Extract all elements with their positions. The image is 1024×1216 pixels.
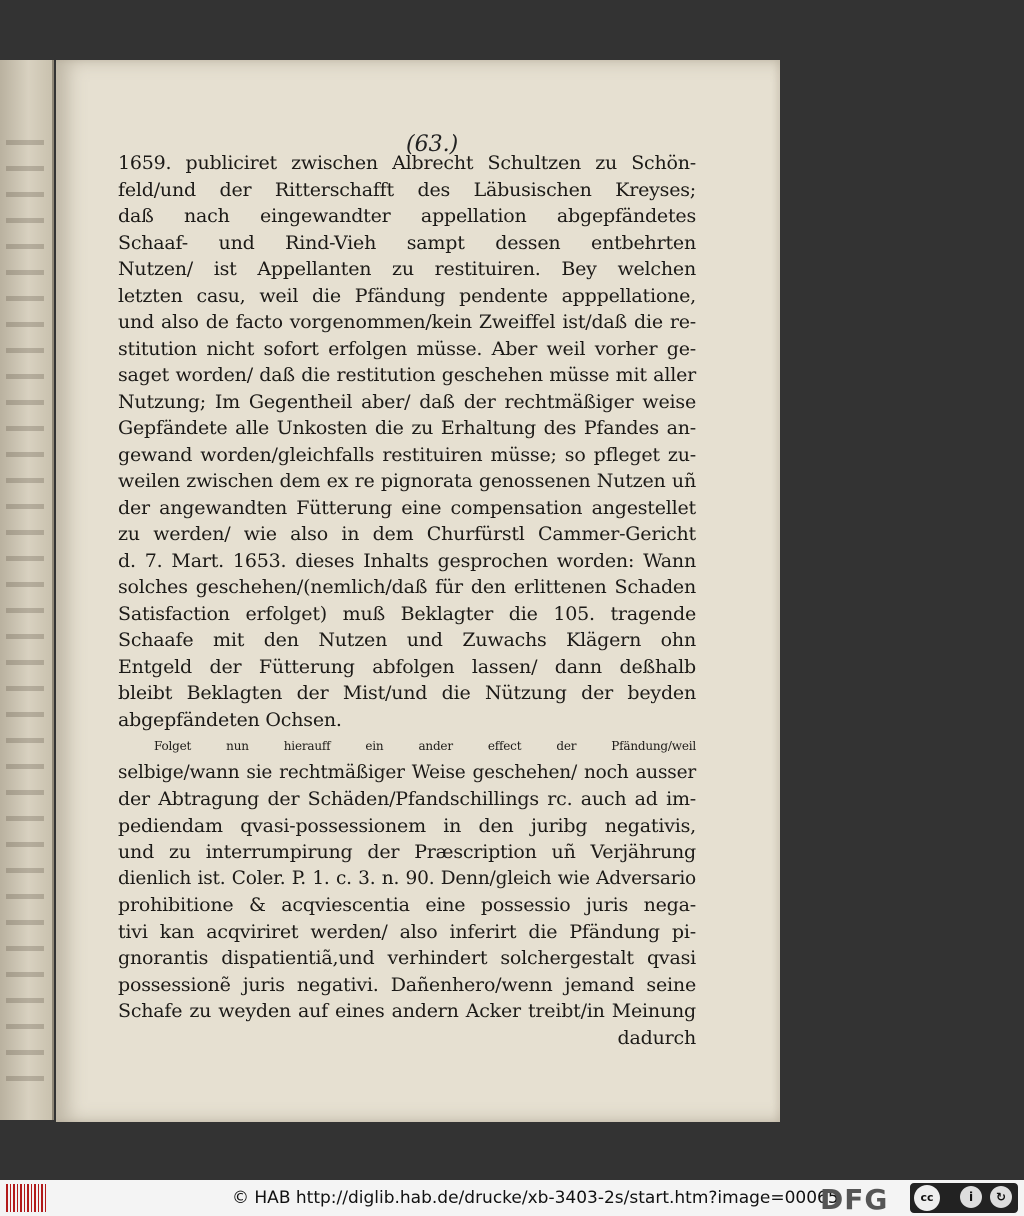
page-number: (63.): [406, 132, 459, 157]
text-line: weilen zwischen dem ex re pignorata genossenen Nutzen uñ: [118, 470, 696, 492]
text-line: gewand worden/gleichfalls restituiren müsse; so pfleget zu-: [118, 443, 696, 466]
text-line: gnorantis dispatientiã,und verhindert solchergestalt qvasi: [118, 947, 696, 969]
text-line: Schaaf- und Rind-Vieh sampt dessen entbehrten: [118, 231, 696, 254]
text-line: Folget nun hierauff ein ander effect der Pfändung/weil: [154, 739, 696, 753]
book-page: [56, 60, 780, 1122]
text-line: daß nach eingewandter appellation abgepfändetes: [118, 205, 696, 227]
dfg-logo: DFG: [820, 1183, 889, 1216]
text-line: Schafe zu weyden auf eines andern Acker treibt/in Meinung: [118, 1000, 696, 1022]
text-line: saget worden/ daß die restitution geschehen müsse mit aller: [118, 364, 696, 386]
text-line: und zu interrumpirung der Præscription uñ Verjährung: [118, 841, 696, 863]
text-line: Satisfaction erfolget) muß Beklagter die 105. tragende: [118, 602, 696, 625]
text-line: feld/und der Ritterschafft des Läbusischen Kreyses;: [118, 178, 696, 201]
by-icon: i: [960, 1186, 982, 1208]
text-line: pediendam qvasi-possessionem in den juribg negativis,: [118, 814, 696, 837]
text-line: dienlich ist. Coler. P. 1. c. 3. n. 90. Denn/gleich wie Adversario: [118, 867, 696, 889]
text-line: prohibitione & acqviescentia eine possessio juris nega-: [118, 894, 696, 916]
text-line: Gepfändete alle Unkosten die zu Erhaltung des Pfandes an-: [118, 417, 696, 439]
library-barcode-logo: [6, 1184, 46, 1212]
text-line: Schaafe mit den Nutzen und Zuwachs Klägern ohn: [118, 629, 696, 651]
text-line: selbige/wann sie rechtmäßiger Weise geschehen/ noch ausser: [118, 761, 696, 783]
text-line: dadurch: [617, 1026, 696, 1049]
text-line: und also de facto vorgenommen/kein Zweiffel ist/daß die re-: [118, 311, 696, 333]
footer-credit-link[interactable]: © HAB http://diglib.hab.de/drucke/xb-3403-2s/start.htm?image=00065: [232, 1188, 839, 1208]
facing-page-text-bleed: [6, 140, 44, 1100]
text-line: zu werden/ wie also in dem Churfürstl Cammer-Gericht: [118, 523, 696, 545]
page-text: [118, 150, 696, 1051]
text-line: bleibt Beklagten der Mist/und die Nützung der beyden: [118, 682, 696, 704]
text-line: d. 7. Mart. 1653. dieses Inhalts gesprochen worden: Wann: [118, 549, 696, 572]
text-line: tivi kan acqviriret werden/ also inferirt die Pfändung pi-: [118, 920, 696, 943]
cc-license-badge[interactable]: [910, 1183, 1018, 1213]
text-line: Nutzung; Im Gegentheil aber/ daß der rechtmäßiger weise: [118, 390, 696, 413]
text-line: abgepfändeten Ochsen.: [118, 708, 342, 731]
sa-icon: ↻: [990, 1186, 1012, 1208]
text-line: 1659. publiciret zwischen Albrecht Schultzen zu Schön-: [118, 152, 696, 174]
footer-bar: [0, 1180, 1024, 1216]
text-line: der angewandten Fütterung eine compensation angestellet: [118, 496, 696, 519]
text-line: Entgeld der Fütterung abfolgen lassen/ dann deßhalb: [118, 655, 696, 678]
text-line: der Abtragung der Schäden/Pfandschillings rc. auch ad im-: [118, 788, 696, 810]
facing-page-edge: [0, 60, 54, 1120]
text-line: possessionẽ juris negativi. Dañenhero/wenn jemand seine: [118, 973, 696, 996]
text-line: stitution nicht sofort erfolgen müsse. Aber weil vorher ge-: [118, 337, 696, 360]
cc-icon: cc: [914, 1185, 940, 1211]
text-line: solches geschehen/(nemlich/daß für den erlittenen Schaden: [118, 576, 696, 598]
text-line: Nutzen/ ist Appellanten zu restituiren. Bey welchen: [118, 258, 696, 280]
text-line: letzten casu, weil die Pfändung pendente apppellatione,: [118, 284, 696, 307]
